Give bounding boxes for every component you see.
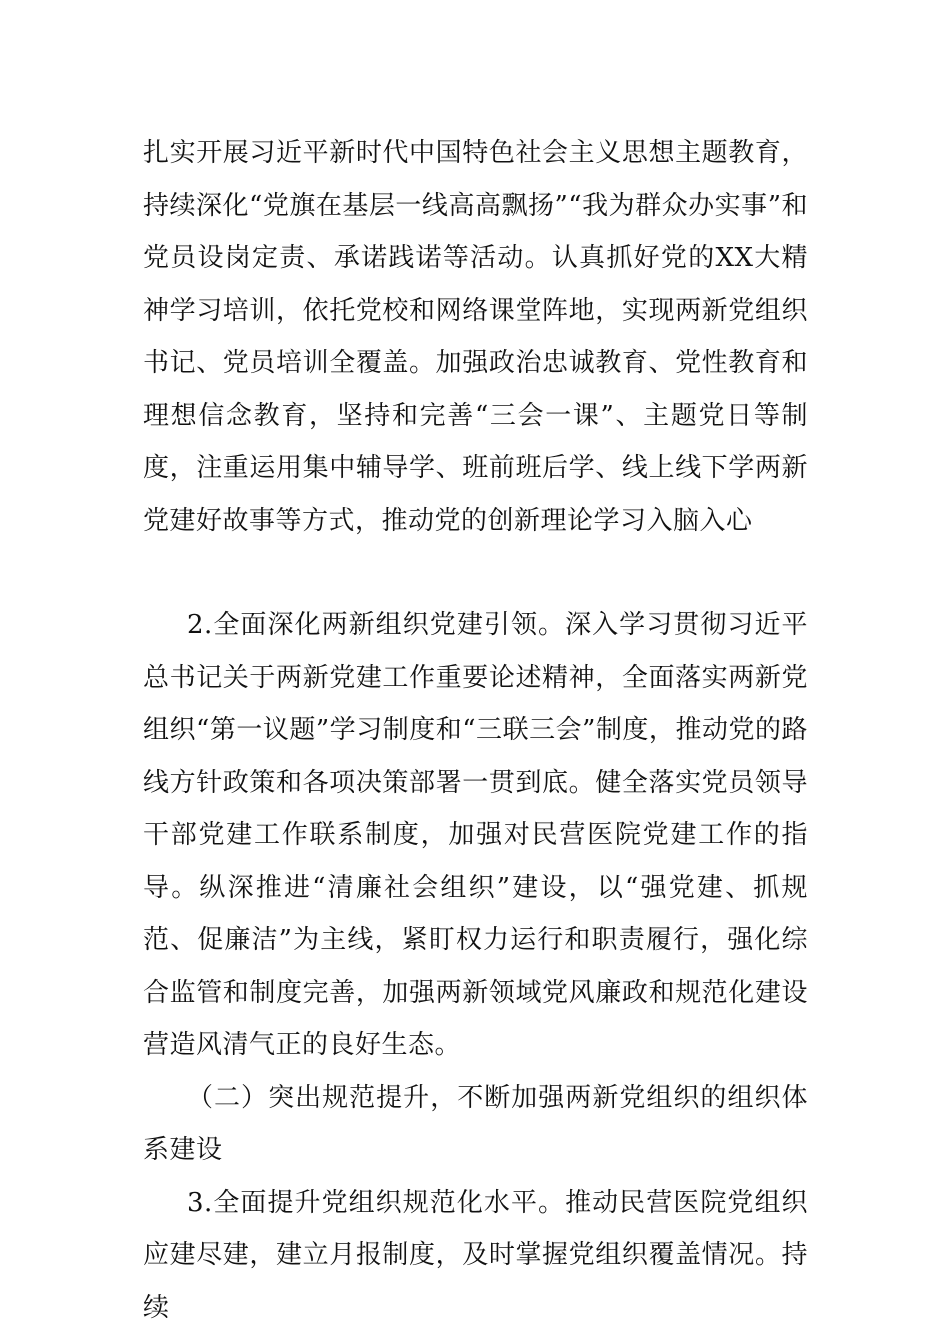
paragraph-theme-education: 扎实开展习近平新时代中国特色社会主义思想主题教育，持续深化“党旗在基层一线高高飘扬”“我为群众办实事”和党员设岗定责、承诺践诺等活动。认真抓好党的XX大精神学习培训，依托党校和网络课堂阵地，实现两新党组织书记、党员培训全覆盖。加强政治忠诚教育、党性教育和理想信念教育，坚持和完善“三会一课”、主题党日等制度，注重运用集中辅导学、班前班后学、线上线下学两新党建好故事等方式，推动党的创新理论学习入脑入心 (143, 138, 808, 536)
paragraph-item-2: 2.全面深化两新组织党建引领。深入学习贯彻习近平总书记关于两新党建工作重要论述精神，全面落实两新党组织“第一议题”学习制度和“三联三会”制度，推动党的路线方针政策和各项决策部署一贯到底。健全落实党员领导干部党建工作联系制度，加强对民营医院党建工作的指导。纵深推进“清廉社会组织”建设，以“强党建、抓规范、促廉洁”为主线，紧盯权力运行和职责履行，强化综合监管和制度完善，加强两新领域党风廉政和规范化建设营造风清气正的良好生态。 (143, 610, 808, 1060)
section-heading-2: （二）突出规范提升，不断加强两新党组织的组织体系建设 (143, 1082, 808, 1165)
paragraph-item-3: 3.全面提升党组织规范化水平。推动民营医院党组织应建尽建，建立月报制度，及时掌握党组织覆盖情况。持续 (143, 1187, 808, 1323)
document-body (143, 127, 808, 1334)
